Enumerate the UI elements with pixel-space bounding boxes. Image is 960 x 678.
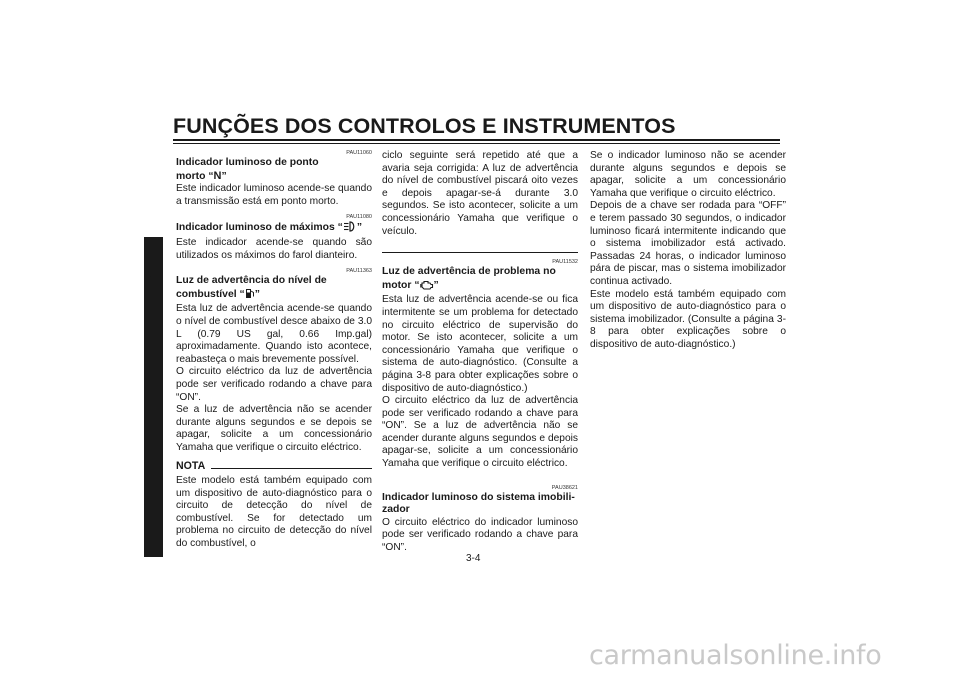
nota-end-rule	[382, 252, 578, 253]
neutral-symbol: N	[213, 169, 222, 182]
fuel-pump-icon	[245, 288, 255, 304]
chapter-number: 3	[145, 265, 153, 280]
nota-text: Este modelo está também equipado com um dispositivo de auto-diagnóstico para o circuito de detecção do nível de combustível. Se for detectado um problema no circuito de detecção do nível do combustível, o	[176, 475, 372, 550]
nota-text-continued: ciclo seguinte será repetido até que a avaria seja corrigida: A luz de advertência do nível de combustível piscará oito vezes e depois apagar-se-á durante 3.0 segundos. Se isto acontecer, solicite a um concessionário Yamaha que verifique o veículo.	[382, 150, 578, 237]
nota-header	[176, 460, 372, 473]
paragraph: Este modelo está também equipado com um dispositivo de auto-diagnóstico para o sistema imobilizador. (Consulte a página 3-8 para obter explicações sobre o dispositivo de auto-diagnóstico.)	[590, 288, 786, 350]
section-heading-high-beam: Indicador luminoso de máximos “ ”	[176, 221, 372, 237]
title-rule-thin	[173, 143, 780, 144]
section-code: PAU11060	[346, 150, 372, 156]
paragraph: Esta luz de advertência acende-se quando o nível de combustível desce abaixo de 3.0 L (0.79 US gal, 0.66 Imp.gal) aproximadamente. Quando isto acontece, reabasteça o mais brevemente possível.	[176, 303, 372, 365]
paragraph: Depois de a chave ser rodada para “OFF” e terem passado 30 segundos, o indicador luminoso ficará intermitente indicando que o sistema imobilizador está activado. Passadas 24 horas, o indicador luminoso pára de piscar, mas o sistema imobilizador continua activado.	[590, 200, 786, 287]
nota-label: NOTA	[176, 460, 206, 473]
page-number: 3-4	[466, 553, 481, 564]
column-1	[176, 150, 372, 551]
section-code: PAU11363	[346, 268, 372, 275]
high-beam-icon	[343, 221, 357, 237]
section-code: PAU38621	[551, 484, 578, 491]
section-heading-engine: Luz de advertência de problema no motor “ ”	[382, 266, 578, 294]
title-rule	[173, 139, 780, 141]
paragraph: Este indicador acende-se quando são utilizados os máximos do farol dianteiro.	[176, 236, 372, 261]
section-code: PAU11080	[346, 214, 372, 221]
paragraph: Este indicador luminoso acende-se quando a transmissão está em ponto morto.	[176, 183, 372, 207]
section-code: PAU11532	[552, 259, 578, 266]
section-heading-neutral: Indicador luminoso de ponto morto “N”	[176, 157, 319, 182]
chapter-tab	[144, 237, 163, 557]
page-title: FUNÇÕES DOS CONTROLOS E INSTRUMENTOS	[173, 114, 676, 138]
column-2	[382, 150, 578, 555]
section-heading-immobilizer: Indicador luminoso do sistema imobili- zador	[382, 491, 575, 516]
watermark[interactable]: carmanualsonline.info	[589, 640, 882, 671]
engine-warning-icon	[420, 279, 434, 295]
paragraph: O circuito eléctrico da luz de advertência pode ser verificado rodando a chave para “ON”.	[176, 366, 372, 403]
paragraph: Se o indicador luminoso não se acender durante alguns segundos e depois se apagar, solicite a um concessionário Yamaha que verifique o circuito eléctrico.	[590, 150, 786, 199]
paragraph: Se a luz de advertência não se acender durante alguns segundos e se depois se apagar, solicite a um concessionário Yamaha que verifique o circuito eléctrico.	[176, 404, 372, 453]
section-heading-fuel: Luz de advertência do nível de combustível “ ”	[176, 275, 372, 303]
paragraph: Esta luz de advertência acende-se ou fica intermitente se um problema for detectado no circuito eléctrico de supervisão do motor. Se isto acontecer, solicite a um concessionário Yamaha que verifique o sistema de auto-diagnóstico. (Consulte a página 3-8 para obter explicações sobre o dispositivo de auto-diagnóstico.)	[382, 294, 578, 394]
nota-rule	[211, 468, 372, 469]
paragraph: O circuito eléctrico do indicador luminoso pode ser verificado rodando a chave para “ON”.	[382, 516, 578, 554]
paragraph: O circuito eléctrico da luz de advertência pode ser verificado rodando a chave para “ON”. Se a luz de advertência não se acender durante alguns segundos e depois apagar-se, solicite a um concessionário Yamaha que verifique o circuito eléctrico.	[382, 395, 578, 470]
column-3	[590, 150, 786, 352]
